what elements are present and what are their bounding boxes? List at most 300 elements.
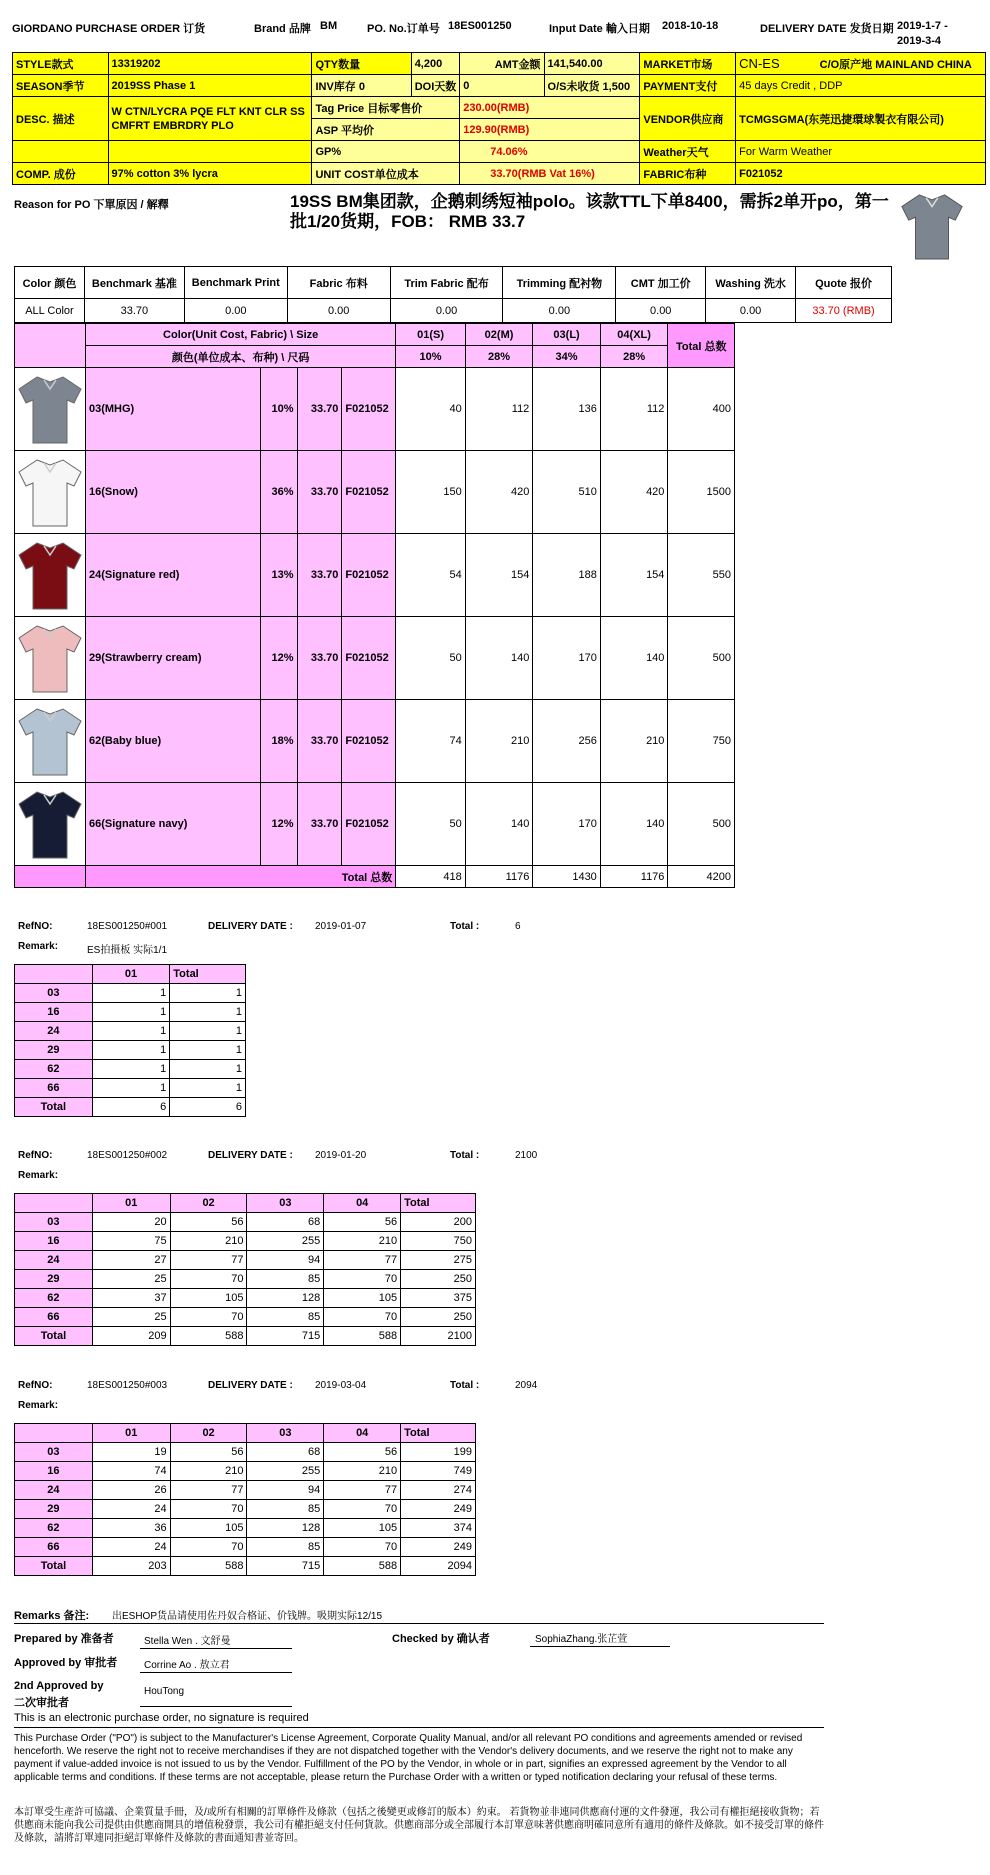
shirt-image-cell	[15, 534, 86, 617]
size-qty: 256	[533, 700, 601, 783]
cost-value-cell: 0.00	[616, 299, 706, 323]
input-date: 2018-10-18	[662, 20, 719, 32]
color-fabric: F021052	[342, 368, 396, 451]
ref1-refno-label: RefNO:	[18, 921, 53, 932]
color-name: 16(Snow)	[86, 451, 261, 534]
ref-qty: 56	[170, 1443, 247, 1462]
fabric-value: F021052	[736, 163, 986, 185]
market-label: MARKET市场	[640, 53, 736, 75]
ref-qty: 37	[92, 1289, 170, 1308]
ref-header-cell	[15, 1194, 93, 1213]
approved2-by: HouTong	[144, 1686, 185, 1697]
market-cell	[736, 53, 986, 75]
ref-header-cell: 03	[247, 1424, 324, 1443]
ref-qty: 20	[92, 1213, 170, 1232]
ref-color-code: 62	[15, 1289, 93, 1308]
ref-qty: 209	[92, 1327, 170, 1346]
divider	[14, 1623, 824, 1624]
ref-qty: 1	[92, 984, 170, 1003]
ref-qty: 85	[247, 1308, 324, 1327]
ref-row	[15, 1289, 476, 1308]
color-cost: 33.70	[297, 368, 342, 451]
ref1-total: 6	[515, 921, 521, 932]
ref1-remark-label: Remark:	[18, 941, 59, 952]
ref-qty: 70	[324, 1308, 401, 1327]
reason-label: Reason for PO 下單原因 / 解釋	[14, 199, 169, 211]
checked-label: Checked by 确认者	[392, 1633, 490, 1645]
desc-value: W CTN/LYCRA PQE FLT KNT CLR SS CMFRT EMBRDRY PLO	[108, 97, 312, 141]
ref-color-code: Total	[15, 1098, 93, 1117]
qty-value: 4,200	[411, 53, 460, 75]
shirt-image-cell	[15, 451, 86, 534]
ref-qty: 588	[170, 1557, 247, 1576]
company-title: GIORDANO PURCHASE ORDER 订货	[12, 23, 206, 35]
ref-qty: 210	[170, 1232, 247, 1251]
cost-header-cell: Trimming 配衬物	[503, 267, 616, 299]
size-qty: 210	[600, 700, 668, 783]
electronic-notice: This is an electronic purchase order, no signature is required	[14, 1712, 309, 1724]
cost-value-cell: ALL Color	[15, 299, 85, 323]
po-number: 18ES001250	[448, 20, 512, 32]
ref-qty: 6	[170, 1098, 246, 1117]
color-name: 66(Signature navy)	[86, 783, 261, 866]
prepared-label: Prepared by 准备者	[14, 1633, 114, 1645]
ref-row	[15, 1327, 476, 1346]
cost-value-cell: 0.00	[503, 299, 616, 323]
size-qty: 140	[600, 783, 668, 866]
remarks-text: 出ESHOP货品请使用佐丹奴合格证、价钱牌。吸期实际12/15	[112, 1611, 383, 1622]
ref-qty: 68	[247, 1213, 324, 1232]
ref-header-cell: 01	[92, 1424, 170, 1443]
red-polo-icon	[15, 539, 85, 611]
ref-qty: 70	[170, 1500, 247, 1519]
inv-label: INV库存	[315, 80, 356, 93]
cost-breakdown-table	[14, 266, 892, 323]
ref-qty: 77	[324, 1481, 401, 1500]
ref3-delivery: 2019-03-04	[315, 1380, 367, 1391]
size-qty: 140	[465, 617, 533, 700]
image-header-cell	[15, 324, 86, 368]
style-value: 13319202	[108, 53, 312, 75]
co-value: MAINLAND CHINA	[875, 58, 972, 71]
doi-label: DOI天数	[411, 75, 460, 97]
checked-by: SophiaZhang.张芷萱	[535, 1634, 628, 1645]
color-name: 62(Baby blue)	[86, 700, 261, 783]
total-m: 1176	[465, 866, 533, 888]
amt-value: 141,540.00	[544, 53, 640, 75]
reason-text: 19SS BM集团款，企鹅刺绣短袖polo。该款TTL下单8400，需拆2单开po，第一批1/20货期，FOB： RMB 33.7	[290, 192, 889, 231]
ref-qty: 1	[170, 1079, 246, 1098]
blank-cell	[13, 141, 109, 163]
ref-header-cell: 04	[324, 1194, 401, 1213]
ref-qty: 85	[247, 1270, 324, 1289]
market-value: CN-ES	[739, 55, 780, 71]
heather-grey-polo-icon	[15, 373, 85, 445]
ref-qty: 1	[92, 1079, 170, 1098]
white-polo-icon	[15, 456, 85, 528]
fabric-label: FABRIC布种	[640, 163, 736, 185]
amt-label: AMT金额	[460, 53, 544, 75]
ref-header-cell: Total	[170, 965, 246, 984]
ref2-delivery: 2019-01-20	[315, 1150, 367, 1161]
ref-qty: 1	[92, 1003, 170, 1022]
ref-header-cell	[15, 1424, 93, 1443]
remarks-label: Remarks 备注:	[14, 1610, 90, 1622]
ref-header-cell: 01	[92, 965, 170, 984]
ref-color-code: 29	[15, 1041, 93, 1060]
shirt-image-cell	[15, 783, 86, 866]
vendor-value: TCMGSGMA(东莞迅捷環球製衣有限公司)	[736, 97, 986, 141]
payment-label: PAYMENT支付	[640, 75, 736, 97]
color-percent: 36%	[260, 451, 297, 534]
size-qty: 74	[396, 700, 465, 783]
ref1-refno: 18ES001250#001	[87, 921, 168, 932]
ref-qty: 77	[170, 1481, 247, 1500]
size-qty: 112	[600, 368, 668, 451]
ref-color-code: 66	[15, 1538, 93, 1557]
ref-qty: 105	[170, 1519, 247, 1538]
ref3-total-label: Total :	[450, 1380, 480, 1391]
ref-qty: 255	[247, 1462, 324, 1481]
ref-qty: 1	[92, 1060, 170, 1079]
cost-header-cell: Washing 洗水	[706, 267, 796, 299]
ref-qty: 588	[324, 1327, 401, 1346]
ref-color-code: Total	[15, 1557, 93, 1576]
order-row	[15, 534, 735, 617]
ratio-xl: 28%	[600, 346, 668, 368]
size-qty: 40	[396, 368, 465, 451]
color-cost: 33.70	[297, 783, 342, 866]
color-name: 29(Strawberry cream)	[86, 617, 261, 700]
ref-qty: 750	[401, 1232, 476, 1251]
ref-color-code: 03	[15, 1443, 93, 1462]
cost-header-row	[15, 267, 892, 299]
ref-qty: 1	[170, 1003, 246, 1022]
ref-qty: 27	[92, 1251, 170, 1270]
color-fabric: F021052	[342, 783, 396, 866]
color-percent: 10%	[260, 368, 297, 451]
color-fabric: F021052	[342, 534, 396, 617]
ref-qty: 715	[247, 1327, 324, 1346]
size-qty: 50	[396, 617, 465, 700]
ref-qty: 250	[401, 1308, 476, 1327]
unit-cost-value: 33.70(RMB Vat 16%)	[460, 163, 640, 185]
ref-qty: 249	[401, 1500, 476, 1519]
pink-polo-icon	[15, 622, 85, 694]
color-cost: 33.70	[297, 617, 342, 700]
ref-qty: 85	[247, 1500, 324, 1519]
ref-row	[15, 984, 246, 1003]
asp-value: 129.90(RMB)	[460, 119, 640, 141]
color-fabric: F021052	[342, 700, 396, 783]
ref-qty: 275	[401, 1251, 476, 1270]
ref-qty: 1	[170, 1060, 246, 1079]
size-qty: 170	[533, 617, 601, 700]
order-row	[15, 368, 735, 451]
ref-row	[15, 1519, 476, 1538]
ref-header-cell: 04	[324, 1424, 401, 1443]
row-total: 500	[668, 617, 735, 700]
ref-color-code: 03	[15, 1213, 93, 1232]
color-percent: 12%	[260, 783, 297, 866]
prepared-by: Stella Wen . 文舒曼	[144, 1636, 231, 1647]
ref-qty: 210	[170, 1462, 247, 1481]
style-label: STYLE款式	[13, 53, 109, 75]
color-percent: 12%	[260, 617, 297, 700]
ref-header-cell: Total	[401, 1424, 476, 1443]
ref-row	[15, 1557, 476, 1576]
ref-row	[15, 1079, 246, 1098]
ref-qty: 85	[247, 1538, 324, 1557]
ref-qty: 2100	[401, 1327, 476, 1346]
ref-qty: 203	[92, 1557, 170, 1576]
cost-header-cell: Benchmark 基准	[84, 267, 184, 299]
ref-qty: 70	[324, 1270, 401, 1289]
total-s: 418	[396, 866, 465, 888]
ref-qty: 1	[170, 1022, 246, 1041]
signature-line	[140, 1706, 292, 1707]
ref1-size-table	[14, 964, 246, 1117]
size-qty: 170	[533, 783, 601, 866]
ref-qty: 588	[170, 1327, 247, 1346]
size-qty: 188	[533, 534, 601, 617]
ref-qty: 24	[92, 1538, 170, 1557]
co-label: C/O原产地	[819, 58, 873, 71]
size-header-xl: 04(XL)	[600, 324, 668, 346]
cost-header-cell: Trim Fabric 配布	[390, 267, 503, 299]
color-percent: 13%	[260, 534, 297, 617]
ref-color-code: 16	[15, 1003, 93, 1022]
color-name: 24(Signature red)	[86, 534, 261, 617]
ref3-refno: 18ES001250#003	[87, 1380, 168, 1391]
ref-color-code: 29	[15, 1270, 93, 1289]
ref-qty: 210	[324, 1462, 401, 1481]
ref-header-cell: 01	[92, 1194, 170, 1213]
ref-color-code: 66	[15, 1308, 93, 1327]
inv-cell	[312, 75, 411, 97]
ref-qty: 715	[247, 1557, 324, 1576]
color-cost: 33.70	[297, 700, 342, 783]
gp-label: GP%	[312, 141, 460, 163]
ref-qty: 1	[170, 1041, 246, 1060]
ref-color-code: Total	[15, 1327, 93, 1346]
row-total: 500	[668, 783, 735, 866]
ref-qty: 105	[324, 1519, 401, 1538]
gp-value: 74.06%	[460, 141, 640, 163]
ref-row	[15, 1022, 246, 1041]
size-qty: 154	[600, 534, 668, 617]
color-name: 03(MHG)	[86, 368, 261, 451]
ref2-refno-label: RefNO:	[18, 1150, 53, 1161]
cost-header-cell: Quote 报价	[796, 267, 892, 299]
tag-price-value: 230.00(RMB)	[460, 97, 640, 119]
ref-header-cell: 02	[170, 1194, 247, 1213]
delivery-date-label: DELIVERY DATE 发货日期	[760, 23, 894, 35]
order-size-table	[14, 323, 735, 888]
signature-line	[530, 1646, 670, 1647]
row-total: 400	[668, 368, 735, 451]
ref-qty: 210	[324, 1232, 401, 1251]
size-qty: 54	[396, 534, 465, 617]
ref-qty: 70	[170, 1270, 247, 1289]
cost-value-cell: 0.00	[184, 299, 287, 323]
ref-qty: 70	[324, 1500, 401, 1519]
order-row	[15, 783, 735, 866]
ref-qty: 70	[170, 1538, 247, 1557]
blue-polo-icon	[15, 705, 85, 777]
asp-label: ASP 平均价	[312, 119, 460, 141]
size-header-m: 02(M)	[465, 324, 533, 346]
comp-value: 97% cotton 3% lycra	[108, 163, 312, 185]
ref3-size-table	[14, 1423, 476, 1576]
approved-by: Corrine Ao . 敖立君	[144, 1660, 230, 1671]
cost-value-cell: 33.70	[84, 299, 184, 323]
ref-color-code: 16	[15, 1462, 93, 1481]
ref-qty: 255	[247, 1232, 324, 1251]
ref2-total: 2100	[515, 1150, 538, 1161]
shirt-image-cell	[15, 617, 86, 700]
os-value: 1,500	[602, 80, 631, 93]
ref2-total-label: Total :	[450, 1150, 480, 1161]
os-cell	[544, 75, 640, 97]
order-row	[15, 617, 735, 700]
weather-value: For Warm Weather	[736, 141, 986, 163]
cost-value-cell: 0.00	[287, 299, 390, 323]
ref3-delivery-label: DELIVERY DATE :	[208, 1380, 293, 1391]
ref-qty: 105	[170, 1289, 247, 1308]
delivery-date-start: 2019-1-7 -	[897, 20, 948, 32]
comp-label: COMP. 成份	[13, 163, 109, 185]
navy-polo-icon	[15, 788, 85, 860]
polo-shirt-thumbnail	[898, 190, 966, 262]
ref-color-code: 24	[15, 1022, 93, 1041]
ref-header-row	[15, 965, 246, 984]
ref-qty: 250	[401, 1270, 476, 1289]
terms-english: This Purchase Order ("PO") is subject to the Manufacturer's License Agreement, Corporate Quality Manual, and/or all relevant PO conditions and agreements amended or revised henceforth. We reserve the right not to receive merchandises if they are not dispatched together with the Vendor's delivery documents, and we reserve the right not to make any payment if value-added invoice is not issued to us by the Vendor. Fulfillment of the PO by the Vendor, in whole or in part, signifies an expressed agreement by the Vendor to all applicable terms and conditions. If these terms are not acceptable, please return the Purchase Order with a written or typed notification declaring your refusal of these terms.	[14, 1733, 803, 1783]
brand-value: BM	[320, 20, 338, 32]
ref-qty: 128	[247, 1519, 324, 1538]
ref-qty: 1	[92, 1022, 170, 1041]
po-label: PO. No.订单号	[367, 23, 440, 35]
size-qty: 112	[465, 368, 533, 451]
ref-qty: 56	[170, 1213, 247, 1232]
inv-value: 0	[358, 80, 365, 93]
ref-qty: 70	[170, 1308, 247, 1327]
ref-qty: 374	[401, 1519, 476, 1538]
ref-header-row	[15, 1194, 476, 1213]
row-total: 1500	[668, 451, 735, 534]
ref-row	[15, 1308, 476, 1327]
ref-color-code: 24	[15, 1251, 93, 1270]
terms-chinese: 本訂單受生產許可協議、企業質量手冊，及/或所有相關的訂單條件及條款（包括之後變更或修訂的版本）約束。 若貨物並非連同供應商付運的文件發運，我公司有權拒絕接收貨物；若供應商未能向我公司提供由供應商開具的增值稅發票，我公司有權拒絕支付任何貨款。供應商部分或全部履行本訂單意味著供應商明確同意所有適用的條件及條款。如不接受訂單的條件及條款，請將訂單連同拒絕訂單條件及條款的書面通知書並寄回。	[14, 1807, 824, 1844]
color-size-header: Color(Unit Cost, Fabric) \ Size	[86, 324, 396, 346]
tag-price-label: Tag Price 目标零售价	[312, 97, 460, 119]
ref-header-cell: 03	[247, 1194, 324, 1213]
ref1-remark: ES拍摄板 实际1/1	[87, 945, 168, 956]
size-qty: 140	[465, 783, 533, 866]
signature-line	[140, 1672, 292, 1673]
approved2-label-en: 2nd Approved by	[14, 1680, 104, 1692]
color-cost: 33.70	[297, 534, 342, 617]
size-header-s: 01(S)	[396, 324, 465, 346]
ref-qty: 94	[247, 1481, 324, 1500]
ref-color-code: 66	[15, 1079, 93, 1098]
cost-header-cell: Benchmark Print	[184, 267, 287, 299]
ref3-remark-label: Remark:	[18, 1400, 59, 1411]
ref1-total-label: Total :	[450, 921, 480, 932]
ref-qty: 128	[247, 1289, 324, 1308]
approved2-label-cn: 二次审批者	[14, 1697, 69, 1709]
ref-qty: 56	[324, 1443, 401, 1462]
ref3-total: 2094	[515, 1380, 538, 1391]
ref-qty: 749	[401, 1462, 476, 1481]
ref-qty: 249	[401, 1538, 476, 1557]
ref-row	[15, 1232, 476, 1251]
ref-color-code: 62	[15, 1519, 93, 1538]
ref-qty: 6	[92, 1098, 170, 1117]
input-date-label: Input Date 輸入日期	[549, 23, 650, 35]
ref-qty: 105	[324, 1289, 401, 1308]
ref-color-code: 24	[15, 1481, 93, 1500]
ref-qty: 77	[324, 1251, 401, 1270]
ref-qty: 274	[401, 1481, 476, 1500]
ref-qty: 25	[92, 1270, 170, 1289]
ref-qty: 94	[247, 1251, 324, 1270]
ref3-refno-label: RefNO:	[18, 1380, 53, 1391]
ref-qty: 75	[92, 1232, 170, 1251]
grand-total: 4200	[668, 866, 735, 888]
size-qty: 420	[600, 451, 668, 534]
ref-row	[15, 1098, 246, 1117]
ratio-m: 28%	[465, 346, 533, 368]
color-size-header-cn: 颜色(单位成本、布种) \ 尺码	[86, 346, 396, 368]
ref2-refno: 18ES001250#002	[87, 1150, 168, 1161]
totals-blank	[15, 866, 86, 888]
ref-row	[15, 1462, 476, 1481]
delivery-date-end: 2019-3-4	[897, 35, 942, 47]
ref-qty: 1	[92, 1041, 170, 1060]
blank-cell	[108, 141, 312, 163]
size-qty: 154	[465, 534, 533, 617]
po-header	[12, 20, 982, 47]
ref1-delivery: 2019-01-07	[315, 921, 367, 932]
ratio-l: 34%	[533, 346, 601, 368]
os-label: O/S未收货	[547, 80, 600, 93]
cost-header-cell: CMT 加工价	[616, 267, 706, 299]
vendor-label: VENDOR供应商	[640, 97, 736, 141]
row-total: 750	[668, 700, 735, 783]
po-info-table	[12, 52, 986, 185]
cost-header-cell: Fabric 布料	[287, 267, 390, 299]
ref-header-cell	[15, 965, 93, 984]
color-fabric: F021052	[342, 617, 396, 700]
size-qty: 150	[396, 451, 465, 534]
shirt-image-cell	[15, 368, 86, 451]
row-total: 550	[668, 534, 735, 617]
order-row	[15, 700, 735, 783]
ref-color-code: 16	[15, 1232, 93, 1251]
unit-cost-label: UNIT COST单位成本	[312, 163, 460, 185]
ref-color-code: 29	[15, 1500, 93, 1519]
color-percent: 18%	[260, 700, 297, 783]
cost-header-cell: Color 颜色	[15, 267, 85, 299]
color-cost: 33.70	[297, 451, 342, 534]
ref-qty: 25	[92, 1308, 170, 1327]
ref-qty: 19	[92, 1443, 170, 1462]
ref-qty: 375	[401, 1289, 476, 1308]
total-xl: 1176	[600, 866, 668, 888]
size-qty: 136	[533, 368, 601, 451]
